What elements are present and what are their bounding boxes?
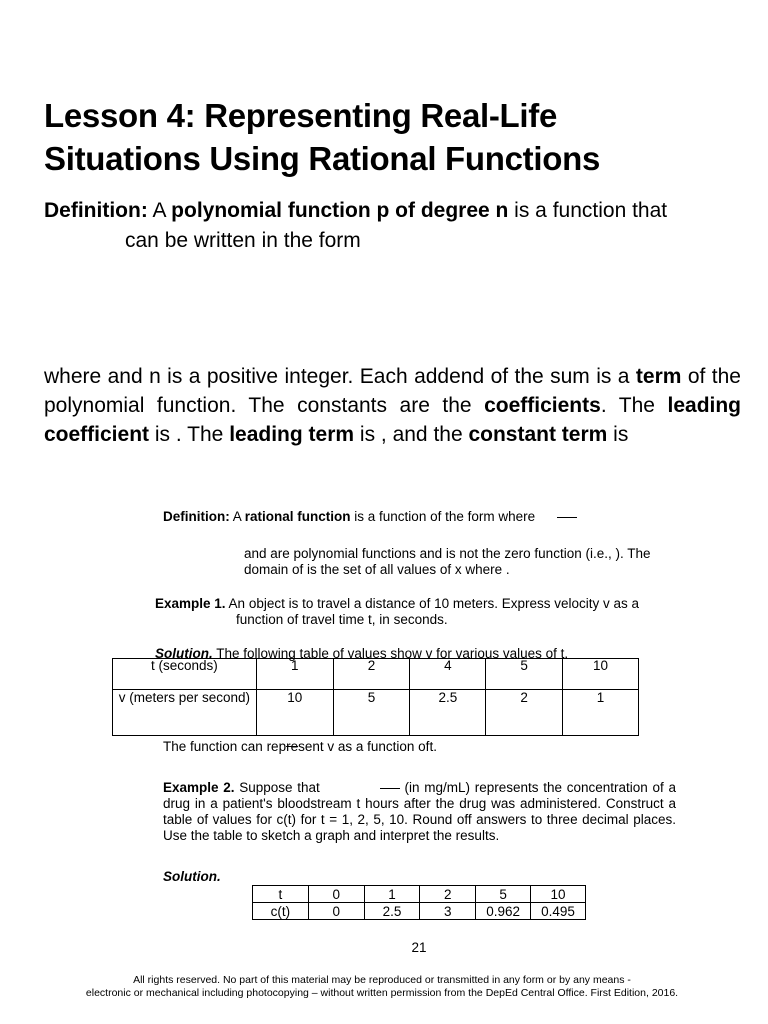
table-cell: 0 bbox=[308, 886, 364, 903]
example-2-solution-label: Solution. bbox=[163, 869, 221, 884]
table-cell: 1 bbox=[256, 659, 333, 690]
table-cell: 0 bbox=[308, 903, 364, 920]
leading-coefficient-keyword: leading coefficient bbox=[44, 394, 742, 446]
table-cell: 10 bbox=[256, 690, 333, 736]
paragraph-text: is , and the bbox=[354, 423, 469, 446]
table-cell: t bbox=[253, 886, 309, 903]
table-cell: 2 bbox=[420, 886, 476, 903]
table-cell: 10 bbox=[563, 659, 639, 690]
definition-label: Definition: bbox=[44, 199, 148, 222]
table-cell: 2 bbox=[333, 659, 410, 690]
lesson-title bbox=[44, 94, 744, 180]
table-cell: 2.5 bbox=[410, 690, 486, 736]
fraction-bar bbox=[380, 788, 400, 789]
table-cell: t (seconds) bbox=[113, 659, 257, 690]
example-2-label: Example 2. bbox=[163, 780, 235, 795]
definition-label: Definition: bbox=[163, 509, 230, 524]
footer-line: All rights reserved. No part of this material may be reproduced or transmitted in any form or by any means - bbox=[133, 974, 631, 986]
rational-function-definition-continuation bbox=[244, 546, 684, 578]
leading-term-keyword: leading term bbox=[229, 423, 355, 446]
table-cell: v (meters per second) bbox=[113, 690, 257, 736]
definition-line: and are polynomial functions and is not the zero function (i.e., ). The bbox=[244, 546, 651, 561]
conclusion-text: sent v as a function of bbox=[298, 739, 430, 754]
lesson-title-line-2: Situations Using Rational Functions bbox=[44, 140, 601, 177]
table-row bbox=[113, 690, 639, 736]
paragraph-text: . The bbox=[600, 394, 668, 417]
example-1-text: An object is to travel a distance of 10 meters. Express velocity v as a bbox=[225, 596, 639, 611]
conclusion-text: t. bbox=[429, 739, 437, 754]
footer-line: electronic or mechanical including photocopying – without written permission from the DepEd Central Office. First Edition, 2016. bbox=[85, 987, 679, 999]
paragraph-text: of the polynomial function. The constants are the bbox=[44, 365, 741, 417]
velocity-table bbox=[112, 658, 639, 736]
definition-text: A bbox=[229, 509, 245, 524]
table-cell: 4 bbox=[410, 659, 486, 690]
example-2 bbox=[163, 780, 676, 844]
definition-line: domain of is the set of all values of x where . bbox=[244, 562, 510, 577]
copyright-footer bbox=[0, 974, 764, 1000]
polynomial-terms-paragraph bbox=[44, 362, 741, 449]
constant-term-keyword: constant term bbox=[468, 423, 608, 446]
solution-label: Solution. bbox=[155, 646, 213, 661]
definition-text: A bbox=[147, 199, 172, 222]
conclusion-text: The function can rep bbox=[163, 739, 287, 754]
conclusion-text: re bbox=[286, 739, 299, 754]
coefficients-keyword: coefficients bbox=[484, 394, 601, 417]
definition-text: is a function of the form where bbox=[350, 509, 536, 524]
table-cell: 2.5 bbox=[364, 903, 420, 920]
paragraph-text: where and n is a positive integer. Each addend of the sum is a bbox=[44, 365, 636, 388]
table-cell: c(t) bbox=[253, 903, 309, 920]
definition-continuation: can be written in the form bbox=[125, 229, 361, 252]
example-1-continuation: function of travel time t, in seconds. bbox=[236, 612, 448, 627]
paragraph-text: is . The bbox=[149, 423, 230, 446]
example-1-conclusion bbox=[163, 739, 583, 755]
paragraph-text: is bbox=[607, 423, 629, 446]
table-cell: 10 bbox=[531, 886, 586, 903]
table-cell: 1 bbox=[364, 886, 420, 903]
example-1-label: Example 1. bbox=[155, 596, 226, 611]
table-row bbox=[253, 903, 586, 920]
table-row bbox=[253, 886, 586, 903]
table-cell: 1 bbox=[563, 690, 639, 736]
example-2-text: (in mg/mL) represents the concentration of a drug in a patient's bloodstream t hours after the drug was administered. Construct a table of values for c(t) for t = 1, 2, 5, 10. Round off answers to three decimal places. Use the table to sketch a graph and interpret the results. bbox=[163, 780, 676, 843]
example-2-text: Suppose that bbox=[234, 780, 320, 795]
rational-function-term: rational function bbox=[244, 509, 351, 524]
table-cell: 5 bbox=[333, 690, 410, 736]
table-cell: 2 bbox=[486, 690, 563, 736]
polynomial-definition bbox=[44, 196, 744, 256]
lesson-title-line-1: Lesson 4: Representing Real-Life bbox=[44, 97, 558, 134]
table-cell: 5 bbox=[486, 659, 563, 690]
fraction-bar bbox=[557, 517, 577, 518]
concentration-table bbox=[252, 885, 586, 920]
table-cell: 3 bbox=[420, 903, 476, 920]
example-1 bbox=[155, 596, 675, 628]
table-cell: 0.495 bbox=[531, 903, 586, 920]
rational-function-definition bbox=[163, 509, 723, 525]
polynomial-function-term: polynomial function p of degree n bbox=[171, 199, 509, 222]
solution-text: The following table of values show v for various values of t. bbox=[212, 646, 569, 661]
table-row bbox=[113, 659, 639, 690]
table-cell: 5 bbox=[476, 886, 531, 903]
definition-text: is a function that bbox=[508, 199, 668, 222]
page-number: 21 bbox=[411, 940, 427, 955]
term-keyword: term bbox=[635, 365, 682, 388]
table-cell: 0.962 bbox=[476, 903, 531, 920]
